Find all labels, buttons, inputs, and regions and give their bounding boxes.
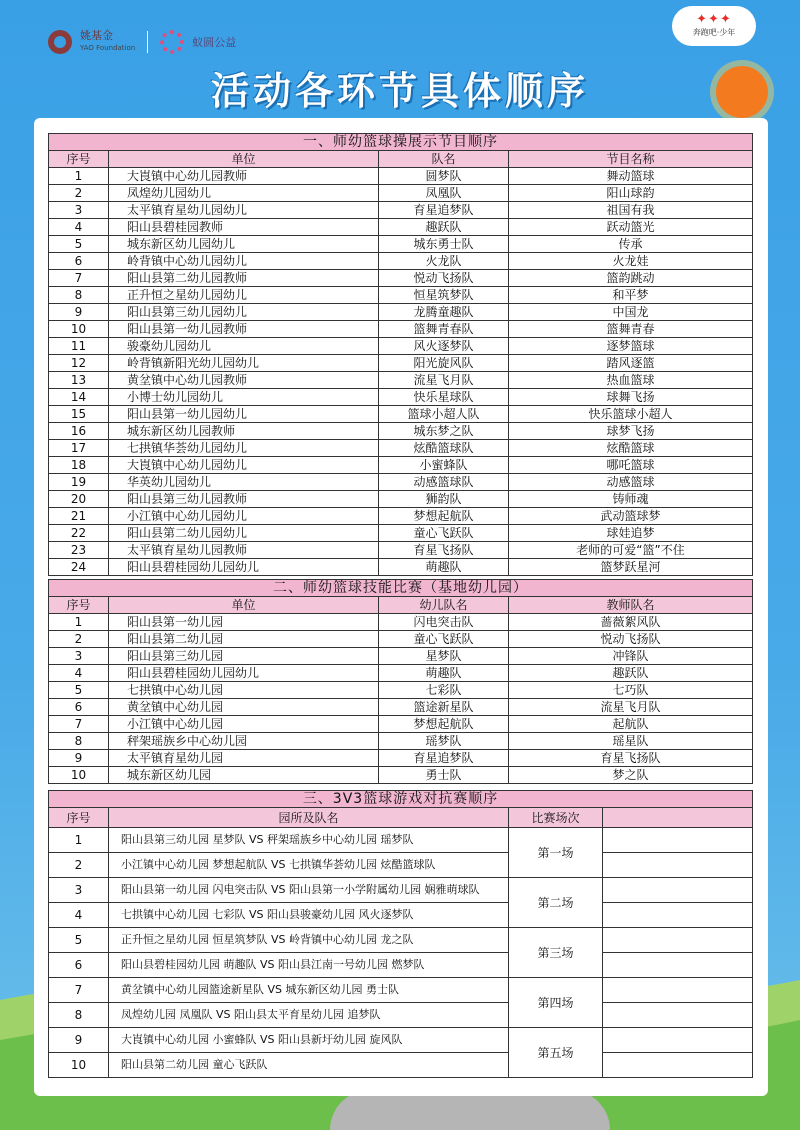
table-row <box>49 253 753 270</box>
table-cell: 星梦队 <box>379 648 509 665</box>
match-number: 10 <box>49 1053 109 1078</box>
result-cell <box>603 853 753 878</box>
foundation-name: 姚基金 <box>80 29 113 42</box>
match-number: 5 <box>49 928 109 953</box>
table-row <box>49 287 753 304</box>
match-round: 第一场 <box>509 828 603 878</box>
table-row <box>49 508 753 525</box>
table-cell: 七彩队 <box>379 682 509 699</box>
table-row <box>49 270 753 287</box>
table-cell: 篮球小超人队 <box>379 406 509 423</box>
result-cell <box>603 903 753 928</box>
table-cell: 阳山县第三幼儿园教师 <box>109 491 379 508</box>
match-teams: 正升恒之星幼儿园 恒星筑梦队 VS 岭背镇中心幼儿园 龙之队 <box>109 928 509 953</box>
table-cell: 10 <box>49 321 109 338</box>
table-cell: 七拱镇中心幼儿园 <box>109 682 379 699</box>
match-row <box>49 953 753 978</box>
match-row <box>49 903 753 928</box>
table-cell: 4 <box>49 219 109 236</box>
match-number: 7 <box>49 978 109 1003</box>
table-row <box>49 389 753 406</box>
match-number: 2 <box>49 853 109 878</box>
table-row <box>49 716 753 733</box>
table-row <box>49 372 753 389</box>
partner-name: 蚁圆公益 <box>192 36 237 49</box>
header <box>0 0 800 118</box>
table-cell: 小博士幼儿园幼儿 <box>109 389 379 406</box>
table-cell: 13 <box>49 372 109 389</box>
table-cell: 风火逐梦队 <box>379 338 509 355</box>
table-cell: 太平镇育星幼儿园教师 <box>109 542 379 559</box>
table-cell: 老师的可爱“篮”不住 <box>509 542 753 559</box>
match-teams: 阳山县碧桂园幼儿园 萌趣队 VS 阳山县江南一号幼儿园 燃梦队 <box>109 953 509 978</box>
col-header: 比赛场次 <box>509 808 603 828</box>
table-cell: 阳山县碧桂园教师 <box>109 219 379 236</box>
col-header: 节目名称 <box>509 151 753 168</box>
table-cell: 岭背镇新阳光幼儿园幼儿 <box>109 355 379 372</box>
table-cell: 热血篮球 <box>509 372 753 389</box>
table-cell: 育星飞扬队 <box>509 750 753 767</box>
table-row <box>49 185 753 202</box>
table-cell: 黄坌镇中心幼儿园 <box>109 699 379 716</box>
table-row <box>49 682 753 699</box>
table-cell: 祖国有我 <box>509 202 753 219</box>
foundation-logo <box>48 30 236 54</box>
table-row <box>49 457 753 474</box>
result-cell <box>603 1028 753 1053</box>
table-cell: 七巧队 <box>509 682 753 699</box>
table-cell: 蔷薇絮风队 <box>509 614 753 631</box>
result-cell <box>603 878 753 903</box>
table-cell: 龙腾童趣队 <box>379 304 509 321</box>
table-row <box>49 474 753 491</box>
event-logo-text: 奔跑吧·少年 <box>692 28 736 37</box>
table-cell: 阳光旋风队 <box>379 355 509 372</box>
match-row <box>49 828 753 853</box>
col-header: 序号 <box>49 151 109 168</box>
table-cell: 21 <box>49 508 109 525</box>
match-round: 第四场 <box>509 978 603 1028</box>
table-cell: 和平梦 <box>509 287 753 304</box>
table-cell: 阳山县第一幼儿园幼儿 <box>109 406 379 423</box>
table-cell: 哪吒篮球 <box>509 457 753 474</box>
table-cell: 育星追梦队 <box>379 750 509 767</box>
skills-competition-table <box>48 579 753 784</box>
table-cell: 趣跃队 <box>379 219 509 236</box>
match-teams: 黄坌镇中心幼儿园篮途新星队 VS 城东新区幼儿园 勇士队 <box>109 978 509 1003</box>
table-cell: 篮舞青春 <box>509 321 753 338</box>
table-cell: 流星飞月队 <box>379 372 509 389</box>
table-cell: 球娃追梦 <box>509 525 753 542</box>
table-cell: 闪电突击队 <box>379 614 509 631</box>
match-number: 6 <box>49 953 109 978</box>
table-cell: 阳山县第二幼儿园幼儿 <box>109 525 379 542</box>
table-cell: 20 <box>49 491 109 508</box>
table-cell: 19 <box>49 474 109 491</box>
table-row <box>49 304 753 321</box>
col-header: 教师队名 <box>509 597 753 614</box>
match-teams: 小江镇中心幼儿园 梦想起航队 VS 七拱镇华荟幼儿园 炫酷篮球队 <box>109 853 509 878</box>
table-cell: 3 <box>49 202 109 219</box>
table-cell: 6 <box>49 699 109 716</box>
result-cell <box>603 828 753 853</box>
table-cell: 起航队 <box>509 716 753 733</box>
match-teams: 阳山县第二幼儿园 童心飞跃队 <box>109 1053 509 1078</box>
table-cell: 17 <box>49 440 109 457</box>
table-cell: 16 <box>49 423 109 440</box>
result-cell <box>603 953 753 978</box>
table-cell: 太平镇育星幼儿园幼儿 <box>109 202 379 219</box>
table-cell: 18 <box>49 457 109 474</box>
table-row <box>49 767 753 784</box>
result-cell <box>603 928 753 953</box>
result-cell <box>603 1053 753 1078</box>
table-cell: 圆梦队 <box>379 168 509 185</box>
table-cell: 阳山县第二幼儿园教师 <box>109 270 379 287</box>
match-row <box>49 1003 753 1028</box>
match-number: 8 <box>49 1003 109 1028</box>
table-cell: 8 <box>49 733 109 750</box>
match-order-table <box>48 790 753 1078</box>
table-cell: 狮韵队 <box>379 491 509 508</box>
table-cell: 跃动篮光 <box>509 219 753 236</box>
table-cell: 快乐星球队 <box>379 389 509 406</box>
table-cell: 篮梦跃星河 <box>509 559 753 576</box>
table-row <box>49 631 753 648</box>
match-round: 第三场 <box>509 928 603 978</box>
table-cell: 黄坌镇中心幼儿园教师 <box>109 372 379 389</box>
col-header: 单位 <box>109 151 379 168</box>
table-row <box>49 219 753 236</box>
table-cell: 1 <box>49 614 109 631</box>
table-cell: 冲锋队 <box>509 648 753 665</box>
table-row <box>49 202 753 219</box>
table-cell: 9 <box>49 750 109 767</box>
table-cell: 篮韵跳动 <box>509 270 753 287</box>
table-cell: 城东新区幼儿园幼儿 <box>109 236 379 253</box>
table-cell: 踏风逐篮 <box>509 355 753 372</box>
table-cell: 动感篮球队 <box>379 474 509 491</box>
col-header: 单位 <box>109 597 379 614</box>
table-cell: 炫酷篮球 <box>509 440 753 457</box>
table-cell: 5 <box>49 682 109 699</box>
section1-title: 一、师幼篮球操展示节目顺序 <box>49 134 753 151</box>
table-cell: 育星追梦队 <box>379 202 509 219</box>
table-row <box>49 648 753 665</box>
table-cell: 8 <box>49 287 109 304</box>
table-cell: 7 <box>49 270 109 287</box>
partner-logo-icon <box>160 30 184 54</box>
table-cell: 6 <box>49 253 109 270</box>
table-cell: 梦之队 <box>509 767 753 784</box>
table-cell: 城东勇士队 <box>379 236 509 253</box>
table-cell: 萌趣队 <box>379 665 509 682</box>
table-row <box>49 338 753 355</box>
match-teams: 大崀镇中心幼儿园 小蜜蜂队 VS 阳山县新圩幼儿园 旋风队 <box>109 1028 509 1053</box>
table-cell: 悦动飞扬队 <box>379 270 509 287</box>
table-row <box>49 614 753 631</box>
table-row <box>49 355 753 372</box>
table-cell: 城东新区幼儿园教师 <box>109 423 379 440</box>
table-row <box>49 559 753 576</box>
table-cell: 10 <box>49 767 109 784</box>
match-number: 3 <box>49 878 109 903</box>
table-cell: 梦想起航队 <box>379 716 509 733</box>
table-row <box>49 236 753 253</box>
table-cell: 1 <box>49 168 109 185</box>
table-cell: 球梦飞扬 <box>509 423 753 440</box>
table-cell: 童心飞跃队 <box>379 631 509 648</box>
table-cell: 阳山县第三幼儿园幼儿 <box>109 304 379 321</box>
table-cell: 凤凰队 <box>379 185 509 202</box>
table-cell: 瑶梦队 <box>379 733 509 750</box>
table-cell: 小江镇中心幼儿园 <box>109 716 379 733</box>
table-cell: 篮舞青春队 <box>379 321 509 338</box>
table-cell: 12 <box>49 355 109 372</box>
table-cell: 大崀镇中心幼儿园教师 <box>109 168 379 185</box>
table-row <box>49 423 753 440</box>
col-header: 序号 <box>49 597 109 614</box>
table-row <box>49 406 753 423</box>
table-cell: 24 <box>49 559 109 576</box>
table-cell: 动感篮球 <box>509 474 753 491</box>
col-header: 园所及队名 <box>109 808 509 828</box>
match-row <box>49 928 753 953</box>
table-cell: 恒星筑梦队 <box>379 287 509 304</box>
result-cell <box>603 1003 753 1028</box>
table-cell: 阳山球韵 <box>509 185 753 202</box>
table-cell: 阳山县第一幼儿园教师 <box>109 321 379 338</box>
table-row <box>49 733 753 750</box>
table-cell: 3 <box>49 648 109 665</box>
table-cell: 22 <box>49 525 109 542</box>
event-logo <box>672 6 756 46</box>
table-row <box>49 665 753 682</box>
table-cell: 秤架瑶族乡中心幼儿园 <box>109 733 379 750</box>
table-cell: 悦动飞扬队 <box>509 631 753 648</box>
match-row <box>49 1028 753 1053</box>
table-cell: 舞动篮球 <box>509 168 753 185</box>
table-row <box>49 699 753 716</box>
page-title: 活动各环节具体顺序 <box>210 69 589 113</box>
table-cell: 萌趣队 <box>379 559 509 576</box>
table-cell: 童心飞跃队 <box>379 525 509 542</box>
table-cell: 火龙娃 <box>509 253 753 270</box>
foundation-sub: YAO Foundation <box>80 44 136 52</box>
table-row <box>49 542 753 559</box>
table-cell: 武动篮球梦 <box>509 508 753 525</box>
table-cell: 炫酷篮球队 <box>379 440 509 457</box>
match-row <box>49 978 753 1003</box>
table-cell: 七拱镇华荟幼儿园幼儿 <box>109 440 379 457</box>
table-cell: 凤煌幼儿园幼儿 <box>109 185 379 202</box>
performance-order-table <box>48 133 753 576</box>
result-cell <box>603 978 753 1003</box>
match-teams: 凤煌幼儿园 凤凰队 VS 阳山县太平育星幼儿园 追梦队 <box>109 1003 509 1028</box>
table-cell: 小江镇中心幼儿园幼儿 <box>109 508 379 525</box>
table-row <box>49 440 753 457</box>
match-round: 第五场 <box>509 1028 603 1078</box>
table-cell: 9 <box>49 304 109 321</box>
col-header: 幼儿队名 <box>379 597 509 614</box>
table-cell: 城东梦之队 <box>379 423 509 440</box>
table-cell: 阳山县第三幼儿园 <box>109 648 379 665</box>
table-cell: 2 <box>49 185 109 202</box>
table-cell: 阳山县第一幼儿园 <box>109 614 379 631</box>
table-cell: 阳山县碧桂园幼儿园幼儿 <box>109 665 379 682</box>
table-cell: 阳山县碧桂园幼儿园幼儿 <box>109 559 379 576</box>
col-header-blank <box>603 808 753 828</box>
logo-divider <box>147 31 148 53</box>
table-cell: 11 <box>49 338 109 355</box>
table-cell: 14 <box>49 389 109 406</box>
table-cell: 太平镇育星幼儿园 <box>109 750 379 767</box>
table-cell: 铸师魂 <box>509 491 753 508</box>
table-cell: 4 <box>49 665 109 682</box>
match-teams: 七拱镇中心幼儿园 七彩队 VS 阳山县骏豪幼儿园 风火逐梦队 <box>109 903 509 928</box>
table-cell: 趣跃队 <box>509 665 753 682</box>
table-row <box>49 750 753 767</box>
table-cell: 2 <box>49 631 109 648</box>
match-row <box>49 853 753 878</box>
match-row <box>49 878 753 903</box>
table-cell: 15 <box>49 406 109 423</box>
yao-logo-icon <box>48 30 72 54</box>
table-cell: 正升恒之星幼儿园幼儿 <box>109 287 379 304</box>
table-cell: 传承 <box>509 236 753 253</box>
section2-title: 二、师幼篮球技能比赛（基地幼儿园） <box>49 580 753 597</box>
event-logo-mark-icon: ✦✦✦ <box>696 12 732 27</box>
table-cell: 火龙队 <box>379 253 509 270</box>
table-cell: 中国龙 <box>509 304 753 321</box>
table-cell: 瑶星队 <box>509 733 753 750</box>
table-cell: 小蜜蜂队 <box>379 457 509 474</box>
road-decoration <box>330 1090 610 1130</box>
match-row <box>49 1053 753 1078</box>
col-header: 序号 <box>49 808 109 828</box>
table-cell: 阳山县第二幼儿园 <box>109 631 379 648</box>
table-cell: 篮途新星队 <box>379 699 509 716</box>
table-cell: 大崀镇中心幼儿园幼儿 <box>109 457 379 474</box>
table-row <box>49 491 753 508</box>
table-cell: 育星飞扬队 <box>379 542 509 559</box>
table-cell: 骏豪幼儿园幼儿 <box>109 338 379 355</box>
match-teams: 阳山县第三幼儿园 星梦队 VS 秤架瑶族乡中心幼儿园 瑶梦队 <box>109 828 509 853</box>
match-number: 4 <box>49 903 109 928</box>
table-cell: 球舞飞扬 <box>509 389 753 406</box>
table-row <box>49 321 753 338</box>
table-cell: 快乐篮球小超人 <box>509 406 753 423</box>
table-cell: 勇士队 <box>379 767 509 784</box>
table-cell: 5 <box>49 236 109 253</box>
table-cell: 逐梦篮球 <box>509 338 753 355</box>
match-number: 9 <box>49 1028 109 1053</box>
match-round: 第二场 <box>509 878 603 928</box>
table-cell: 华英幼儿园幼儿 <box>109 474 379 491</box>
table-cell: 城东新区幼儿园 <box>109 767 379 784</box>
table-row <box>49 168 753 185</box>
section3-title: 三、3V3篮球游戏对抗赛顺序 <box>49 791 753 808</box>
table-cell: 岭背镇中心幼儿园幼儿 <box>109 253 379 270</box>
table-cell: 流星飞月队 <box>509 699 753 716</box>
match-number: 1 <box>49 828 109 853</box>
col-header: 队名 <box>379 151 509 168</box>
table-row <box>49 525 753 542</box>
match-teams: 阳山县第一幼儿园 闪电突击队 VS 阳山县第一小学附属幼儿园 娴雅萌球队 <box>109 878 509 903</box>
table-cell: 7 <box>49 716 109 733</box>
table-cell: 梦想起航队 <box>379 508 509 525</box>
table-cell: 23 <box>49 542 109 559</box>
